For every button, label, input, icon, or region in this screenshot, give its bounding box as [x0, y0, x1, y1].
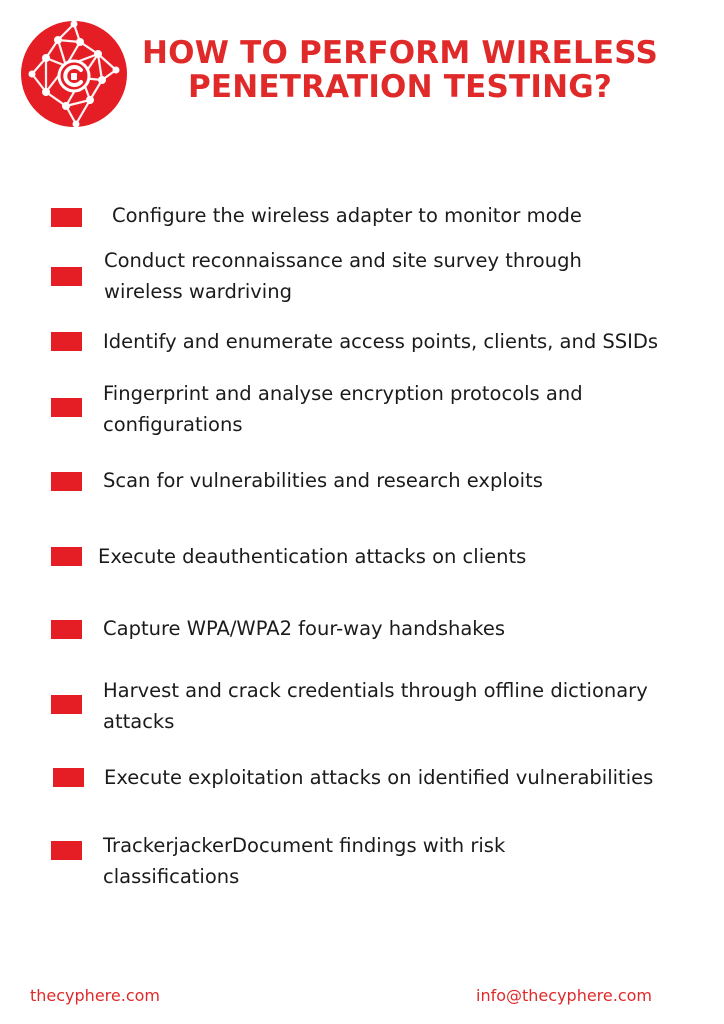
step-text: Capture WPA/WPA2 four-way handshakes: [103, 617, 506, 640]
bullet-icon: [51, 267, 82, 286]
step-text: Harvest and crack credentials through offline dictionary attacks: [103, 679, 648, 733]
page-title: [140, 36, 660, 104]
bullet-icon: [53, 768, 84, 787]
step-text: Identify and enumerate access points, clients, and SSIDs: [103, 330, 659, 353]
bullet-icon: [51, 547, 82, 566]
step-text: Scan for vulnerabilities and research exploits: [103, 469, 543, 492]
step-text: Execute exploitation attacks on identified vulnerabilities: [104, 766, 654, 789]
title-line-1: HOW TO PERFORM WIRELESS: [142, 35, 658, 71]
step-text: Conduct reconnaissance and site survey through wireless wardriving: [104, 249, 582, 303]
bullet-icon: [51, 620, 82, 639]
email-link[interactable]: info@thecyphere.com: [476, 986, 652, 1005]
bullet-icon: [51, 841, 82, 860]
bullet-icon: [51, 208, 82, 227]
bullet-icon: [51, 332, 82, 351]
step-text: Execute deauthentication attacks on clients: [98, 545, 527, 568]
bullet-icon: [51, 472, 82, 491]
step-text: Configure the wireless adapter to monitor mode: [112, 204, 582, 227]
title-line-2: PENETRATION TESTING?: [187, 69, 613, 105]
bullet-icon: [51, 398, 82, 417]
bullet-icon: [51, 695, 82, 714]
step-text: Fingerprint and analyse encryption protocols and configurations: [103, 382, 583, 436]
cyphere-logo-icon: [18, 18, 130, 130]
step-text: TrackerjackerDocument findings with risk classifications: [103, 834, 506, 888]
website-link[interactable]: thecyphere.com: [30, 986, 160, 1005]
